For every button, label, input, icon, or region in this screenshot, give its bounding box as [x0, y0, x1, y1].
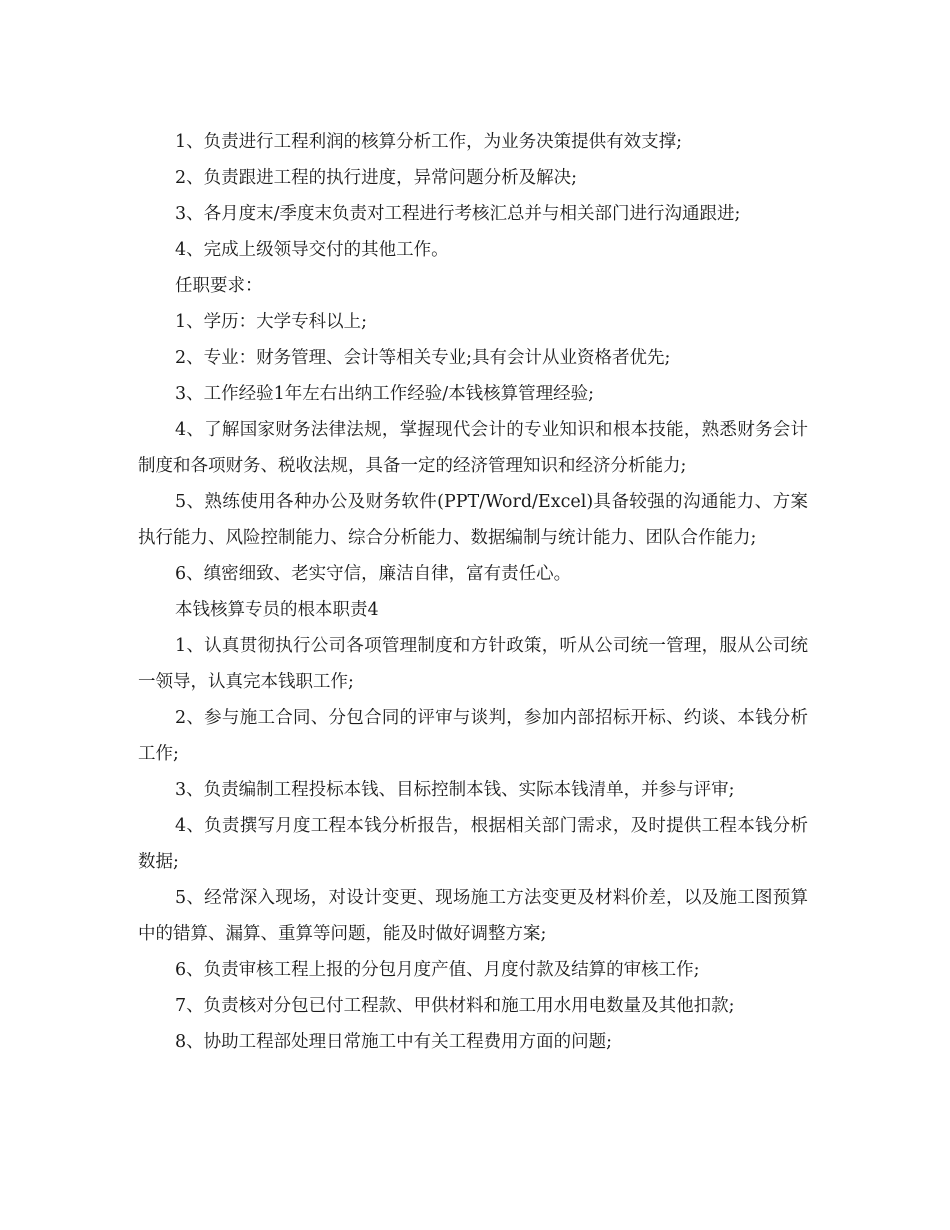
document-body [138, 124, 808, 1060]
paragraph-duty-3: 3、各月度末/季度末负责对工程进行考核汇总并与相关部门进行沟通跟进; [175, 204, 741, 224]
paragraph-requirement-1: 1、学历：大学专科以上; [175, 312, 368, 332]
paragraph-duty4-7: 7、负责核对分包已付工程款、甲供材料和施工用水用电数量及其他扣款; [175, 996, 735, 1016]
paragraph-duty4-3: 3、负责编制工程投标本钱、目标控制本钱、实际本钱清单，并参与评审; [175, 780, 735, 800]
paragraph-duty4-8: 8、协助工程部处理日常施工中有关工程费用方面的问题; [175, 1032, 613, 1052]
paragraph-duty4-5: 5、经常深入现场，对设计变更、现场施工方法变更及材料价差，以及施工图预算中的错算、漏算、重算等问题，能及时做好调整方案; [138, 888, 808, 944]
paragraph-duty4-6: 6、负责审核工程上报的分包月度产值、月度付款及结算的审核工作; [175, 960, 700, 980]
paragraph-duty4-1: 1、认真贯彻执行公司各项管理制度和方针政策，听从公司统一管理，服从公司统一领导，认真完本钱职工作; [138, 636, 808, 692]
paragraph-duty4-2: 2、参与施工合同、分包合同的评审与谈判，参加内部招标开标、约谈、本钱分析工作; [138, 708, 808, 764]
paragraph-requirement-3: 3、工作经验1年左右出纳工作经验/本钱核算管理经验; [175, 384, 595, 404]
paragraph-duty-2: 2、负责跟进工程的执行进度，异常问题分析及解决; [175, 168, 578, 188]
section-heading-duties-4: 本钱核算专员的根本职责4 [175, 600, 379, 620]
paragraph-requirement-4: 4、了解国家财务法律法规，掌握现代会计的专业知识和根本技能，熟悉财务会计制度和各项财务、税收法规，具备一定的经济管理知识和经济分析能力; [138, 420, 808, 476]
section-heading-requirements: 任职要求： [175, 276, 263, 296]
paragraph-requirement-2: 2、专业：财务管理、会计等相关专业;具有会计从业资格者优先; [175, 348, 671, 368]
paragraph-duty-1: 1、负责进行工程利润的核算分析工作，为业务决策提供有效支撑; [175, 132, 683, 152]
paragraph-duty4-4: 4、负责撰写月度工程本钱分析报告，根据相关部门需求，及时提供工程本钱分析数据; [138, 816, 808, 872]
paragraph-requirement-6: 6、缜密细致、老实守信，廉洁自律，富有责任心。 [175, 564, 572, 584]
paragraph-requirement-5: 5、熟练使用各种办公及财务软件(PPT/Word/Excel)具备较强的沟通能力、方案执行能力、风险控制能力、综合分析能力、数据编制与统计能力、团队合作能力; [138, 492, 808, 548]
paragraph-duty-4: 4、完成上级领导交付的其他工作。 [175, 240, 449, 260]
